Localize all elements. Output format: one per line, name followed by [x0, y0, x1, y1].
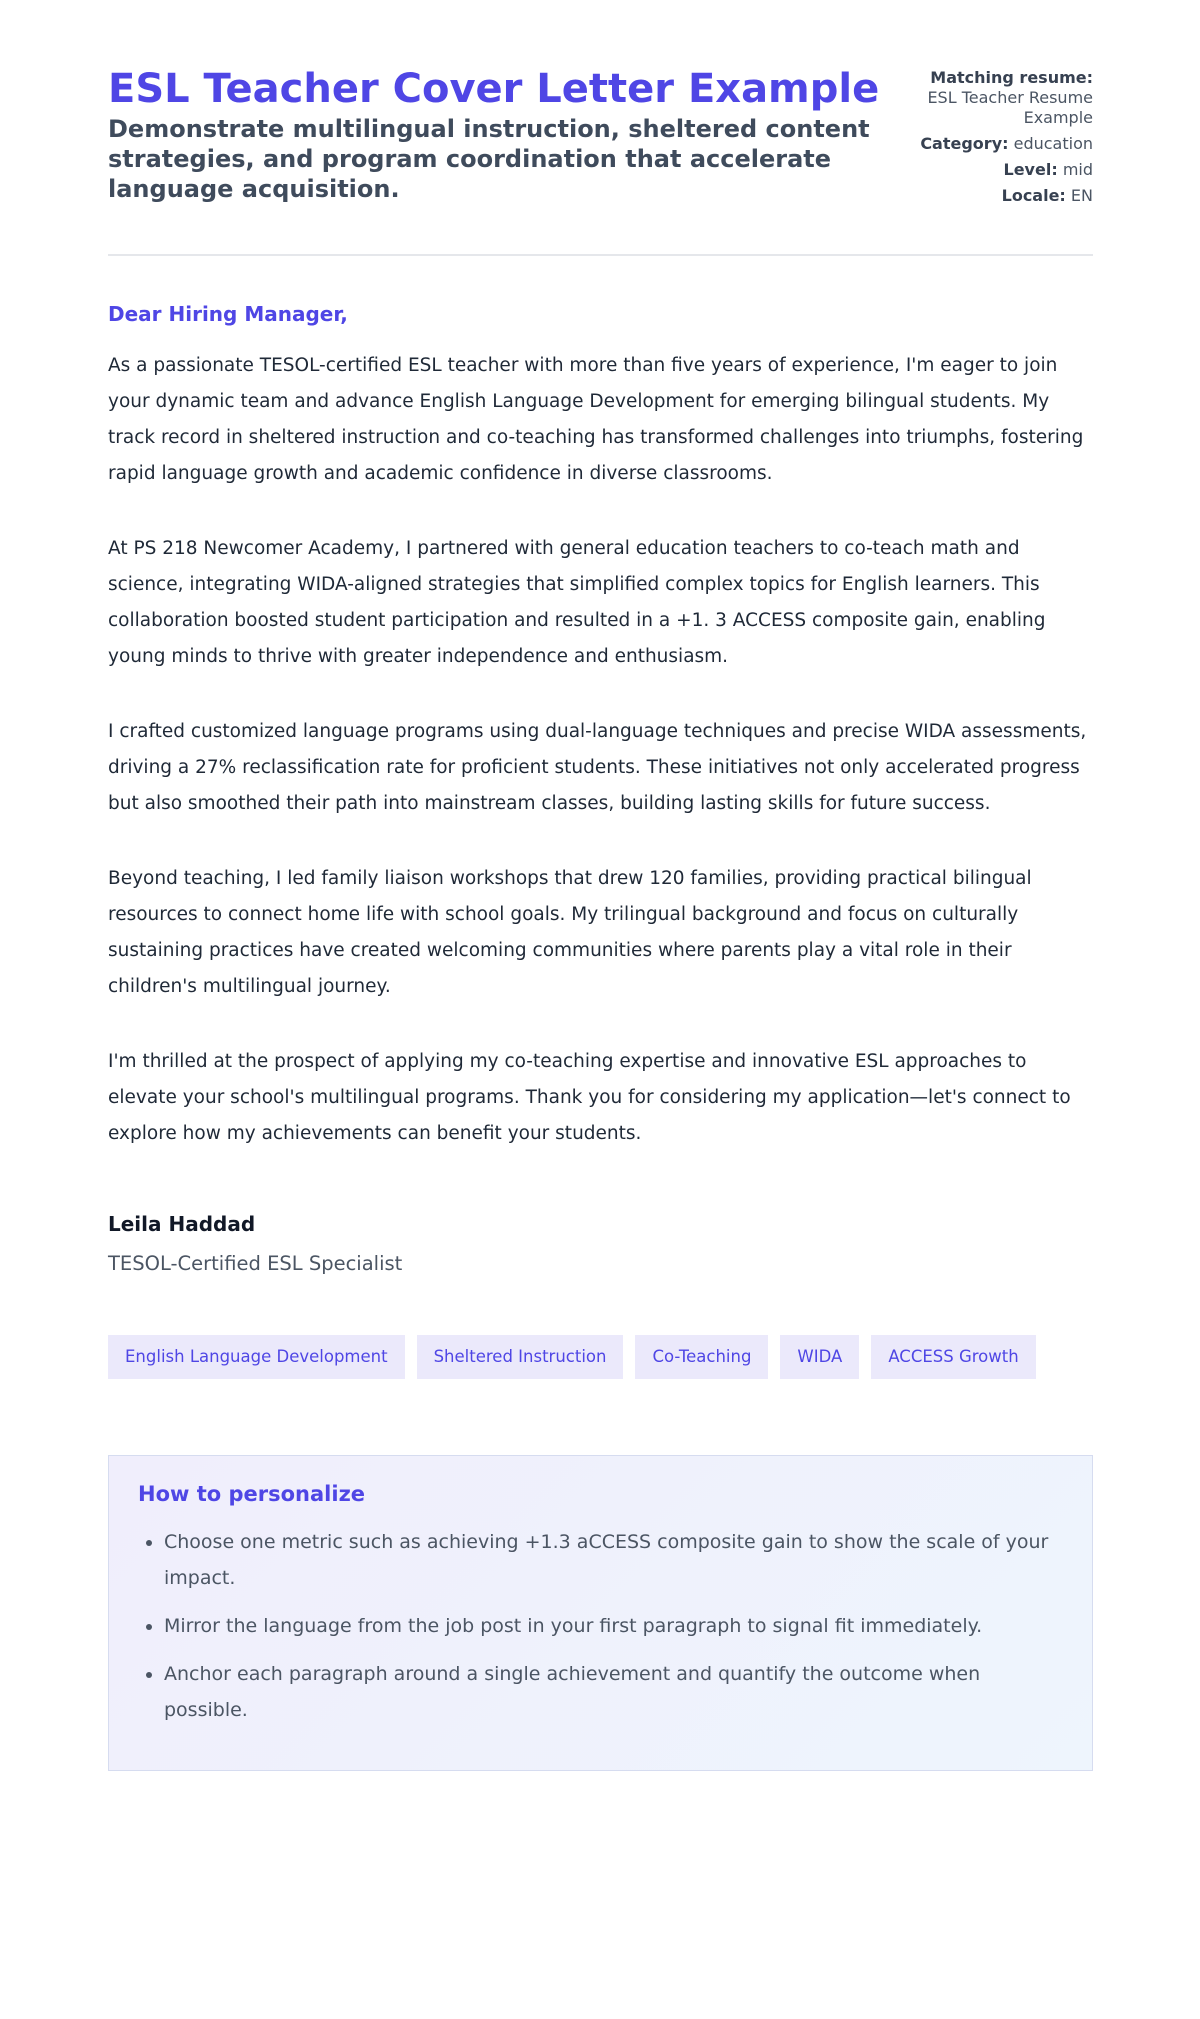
meta-value: mid	[1062, 160, 1093, 179]
meta-category	[903, 134, 1093, 154]
page-subtitle: Demonstrate multilingual instruction, sheltered content strategies, and program coordination that accelerate language acquisition.	[108, 115, 870, 203]
signature-title: TESOL-Certified ESL Specialist	[108, 1252, 403, 1275]
letter-paragraph: At PS 218 Newcomer Academy, I partnered with general education teachers to co-teach math and science, integrating WIDA-aligned strategies that simplified complex topics for English learners. This collaboration boosted student participation and resulted in a +1. 3 ACCESS composite gain, enabling young minds to thrive with greater independence and enthusiasm.	[108, 538, 1046, 667]
meta-label: Locale:	[1001, 186, 1066, 205]
personalize-tips-box	[108, 1455, 1093, 1771]
letter-paragraph: I'm thrilled at the prospect of applying my co-teaching expertise and innovative ESL approaches to elevate your school's multilingual programs. Thank you for considering my application—let's connect to explore how my achievements can benefit your students.	[108, 1051, 1071, 1144]
tip-item: • Anchor each paragraph around a single achievement and quantify the outcome when possible.	[164, 1656, 1063, 1728]
skill-tag: Co-Teaching	[635, 1335, 768, 1379]
meta-label: Level:	[1003, 160, 1058, 179]
tip-item: • Mirror the language from the job post in your first paragraph to signal fit immediately.	[164, 1608, 1063, 1644]
meta-label: Matching resume:	[930, 68, 1093, 87]
meta-matching-resume	[903, 68, 1093, 128]
meta-value: ESL Teacher Resume Example	[927, 88, 1093, 127]
meta-value: EN	[1070, 186, 1093, 205]
letter-paragraph: Beyond teaching, I led family liaison workshops that drew 120 families, providing practical bilingual resources to connect home life with school goals. My trilingual background and focus on culturally sustaining practices have created welcoming communities where parents play a vital role in their children's multilingual journey.	[108, 868, 1032, 997]
skill-tags	[108, 1335, 1093, 1379]
skill-tag: Sheltered Instruction	[417, 1335, 624, 1379]
tips-list	[138, 1524, 1063, 1728]
tips-heading: How to personalize	[138, 1482, 366, 1506]
letter-paragraph: I crafted customized language programs using dual-language techniques and precise WIDA assessments, driving a 27% reclassification rate for proficient students. These initiatives not only accelerated progress but also smoothed their path into mainstream classes, building lasting skills for future success.	[108, 721, 1087, 814]
skill-tag: WIDA	[780, 1335, 859, 1379]
meta-level	[903, 160, 1093, 180]
tip-item: • Choose one metric such as achieving +1.3 aCCESS composite gain to show the scale of your impact.	[164, 1524, 1063, 1596]
meta-panel	[903, 64, 1093, 212]
meta-label: Category:	[920, 134, 1009, 153]
skill-tag: ACCESS Growth	[871, 1335, 1035, 1379]
letter-paragraph: As a passionate TESOL-certified ESL teacher with more than five years of experience, I'm eager to join your dynamic team and advance English Language Development for emerging bilingual students. My track record in sheltered instruction and co-teaching has transformed challenges into triumphs, fostering rapid language growth and academic confidence in diverse classrooms.	[108, 355, 1084, 484]
page-header	[108, 64, 1093, 212]
skill-tag: English Language Development	[108, 1335, 405, 1379]
letter-greeting: Dear Hiring Manager,	[108, 302, 348, 326]
signature-name: Leila Haddad	[108, 1212, 256, 1236]
title-block	[108, 64, 888, 204]
meta-value: education	[1013, 134, 1093, 153]
meta-locale	[903, 186, 1093, 206]
header-divider	[108, 254, 1093, 256]
page-title: ESL Teacher Cover Letter Example	[108, 66, 880, 112]
